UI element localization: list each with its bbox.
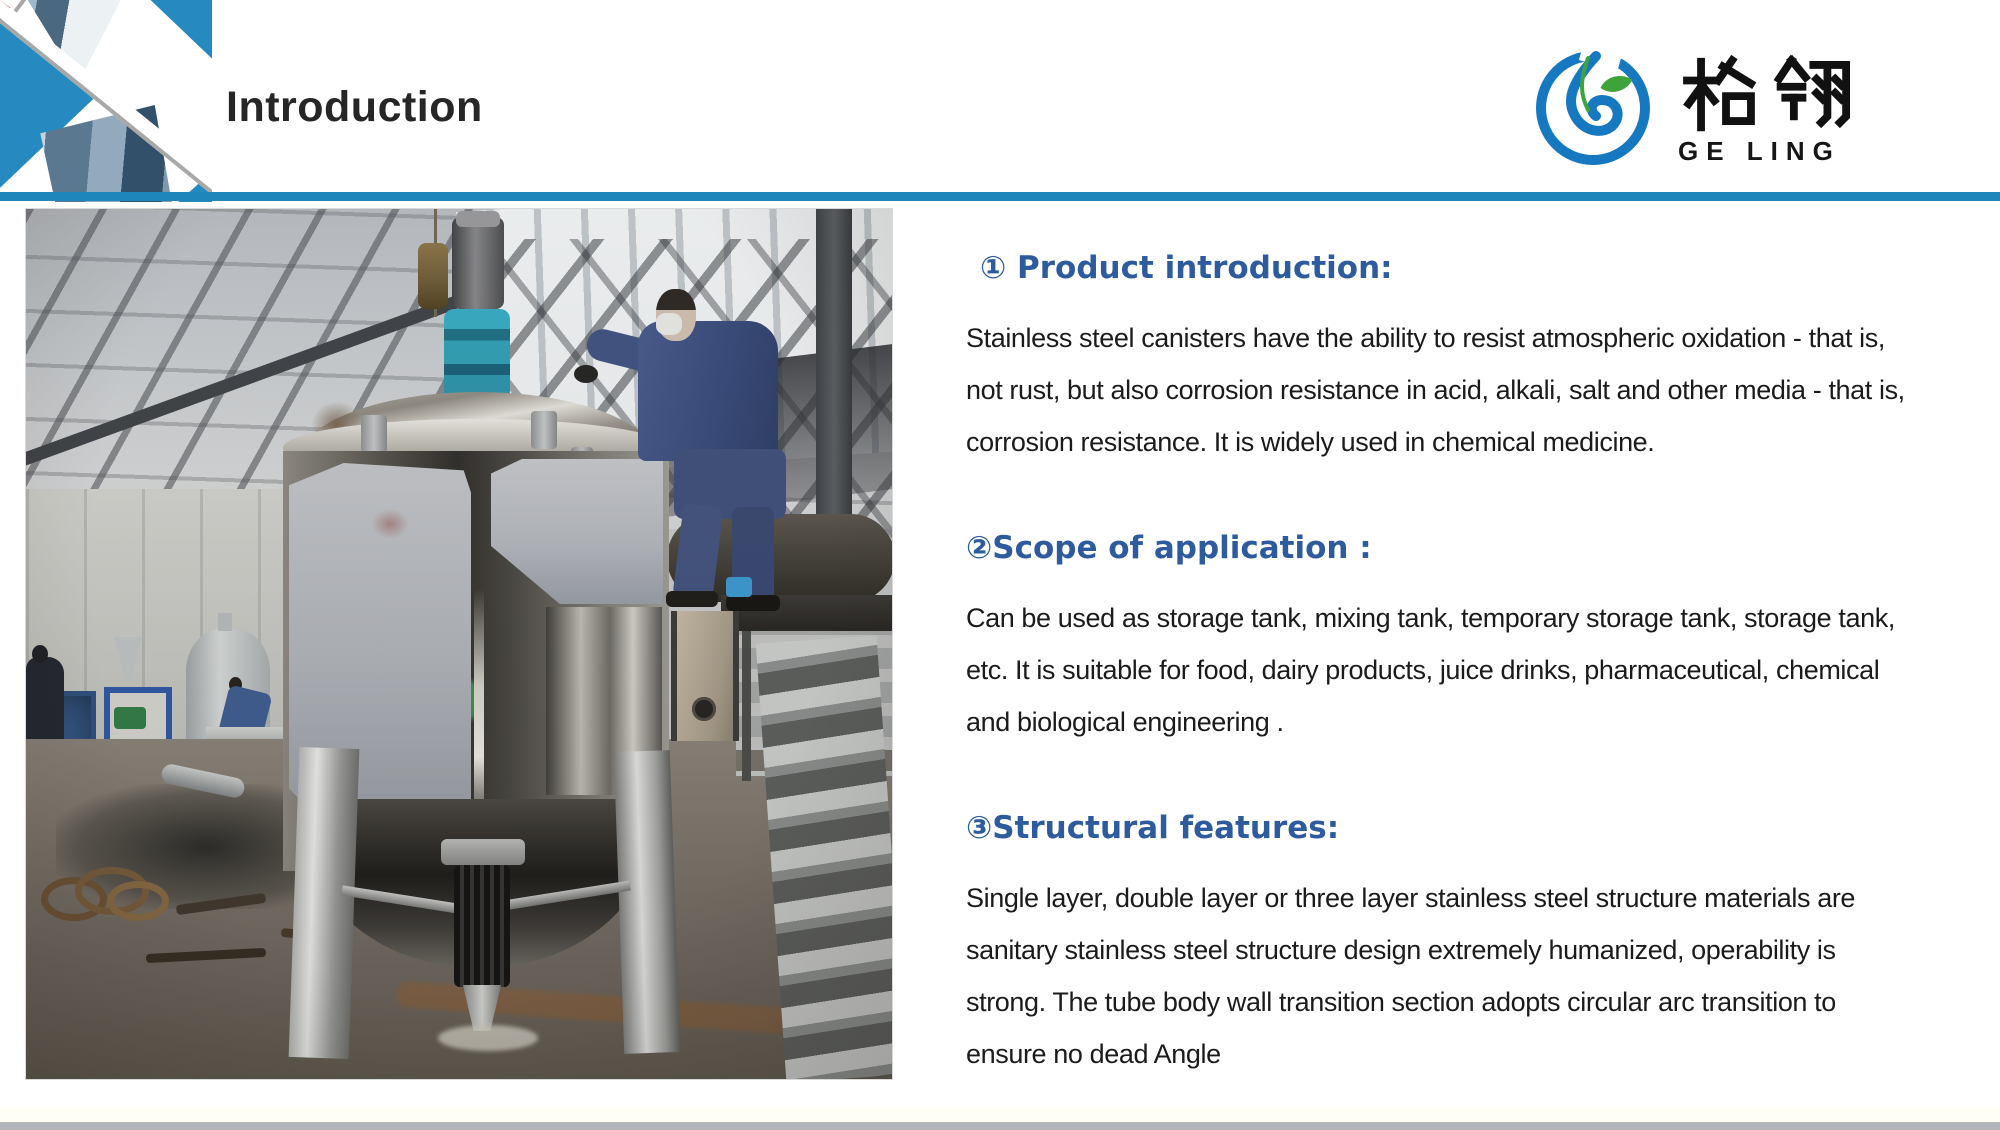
section-structural-features: [966, 810, 1918, 1080]
photo-tone-overlay: [26, 209, 892, 1079]
section-scope-of-application: [966, 530, 1918, 748]
section-heading-3: ③Structural features:: [966, 810, 1340, 846]
logo-latin-text: GE LING: [1678, 136, 1841, 166]
content-column: [966, 250, 1918, 1080]
logo-cjk-characters: [1674, 54, 1856, 132]
company-logo: [1530, 44, 1890, 166]
factory-photo: [25, 208, 893, 1080]
section-body-2: Can be used as storage tank, mixing tank, temporary storage tank, storage tank, etc. It is suitable for food, dairy products, juice drinks, pharmaceutical, chemical and biological engineering .: [966, 603, 1895, 737]
footer-cream-band: [0, 1108, 2000, 1122]
section-body-3: Single layer, double layer or three layer stainless steel structure materials are sanitary stainless steel structure design extremely humanized, operability is strong. The tube body wall transition section adopts circular arc transition to ensure no dead Angle: [966, 883, 1856, 1069]
footer-gray-bar: [0, 1122, 2000, 1130]
corner-decoration: [0, 0, 212, 202]
logo-circle-icon: [1530, 44, 1656, 166]
section-heading-2: ②Scope of application :: [966, 530, 1372, 566]
header-divider-rule: [0, 192, 2000, 201]
page-title: Introduction: [226, 82, 483, 131]
section-body-1: Stainless steel canisters have the ability to resist atmospheric oxidation - that is, not rust, but also corrosion resistance in acid, alkali, salt and other media - that is, corrosion resistance. It is widely used in chemical medicine.: [966, 323, 1905, 457]
section-heading-1: ① Product introduction:: [980, 250, 1393, 286]
section-product-introduction: [966, 250, 1918, 468]
